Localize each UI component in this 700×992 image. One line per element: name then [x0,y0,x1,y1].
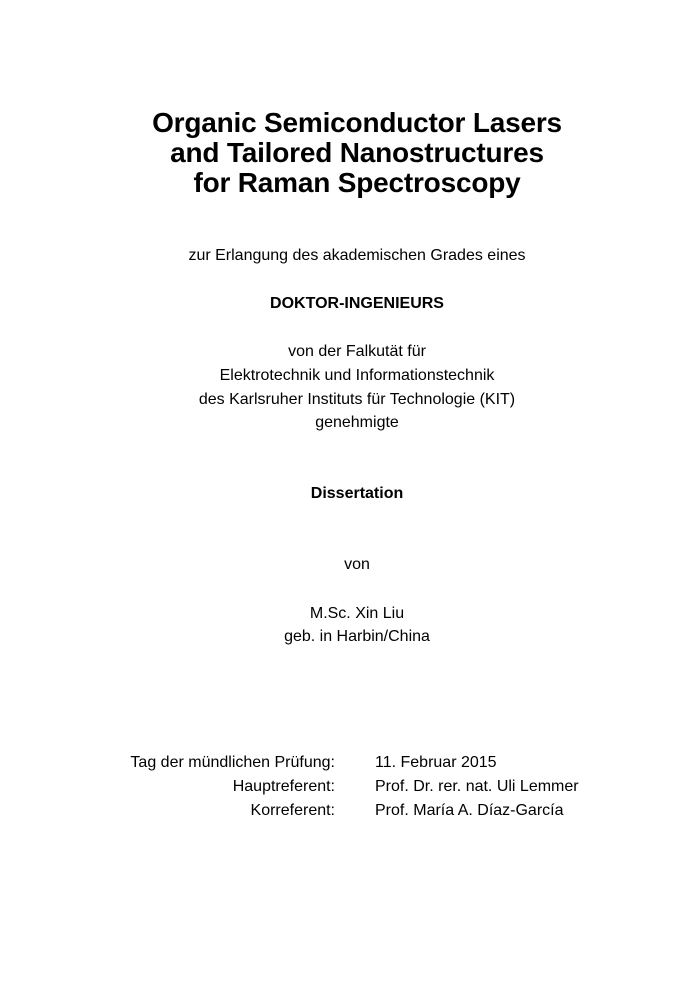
exam-row-co-referee [0,799,700,823]
co-referee-value: Prof. María A. Díaz-García [375,802,564,819]
main-referee-label: Hauptreferent: [232,778,335,795]
document-type: Dissertation [310,485,404,502]
by-label: von [344,556,370,573]
exam-date-label: Tag der mündlichen Prüfung: [130,754,335,771]
exam-row-date [0,751,700,775]
degree-intro: zur Erlangung des akademischen Grades eines [188,247,526,264]
exam-details [0,751,700,823]
author-name: M.Sc. Xin Liu [309,605,405,622]
title-line-1: Organic Semiconductor Lasers [152,107,562,138]
co-referee-label: Korreferent: [250,802,335,819]
title-line-3: for Raman Spectroscopy [193,167,521,198]
faculty-line-4: genehmigte [315,414,399,431]
title-line-2: and Tailored Nanostructures [170,137,544,168]
exam-date-value: 11. Februar 2015 [375,754,497,771]
faculty-line-3: des Karlsruher Instituts für Technologie (KIT) [198,391,516,408]
thesis-title [0,108,700,198]
faculty-line-1: von der Falkutät für [288,343,426,360]
exam-row-main-referee [0,775,700,799]
author-birthplace: geb. in Harbin/China [284,628,430,645]
faculty-line-2: Elektrotechnik und Informationstechnik [219,367,495,384]
main-referee-value: Prof. Dr. rer. nat. Uli Lemmer [375,778,579,795]
degree-name: DOKTOR-INGENIEURS [270,295,444,312]
